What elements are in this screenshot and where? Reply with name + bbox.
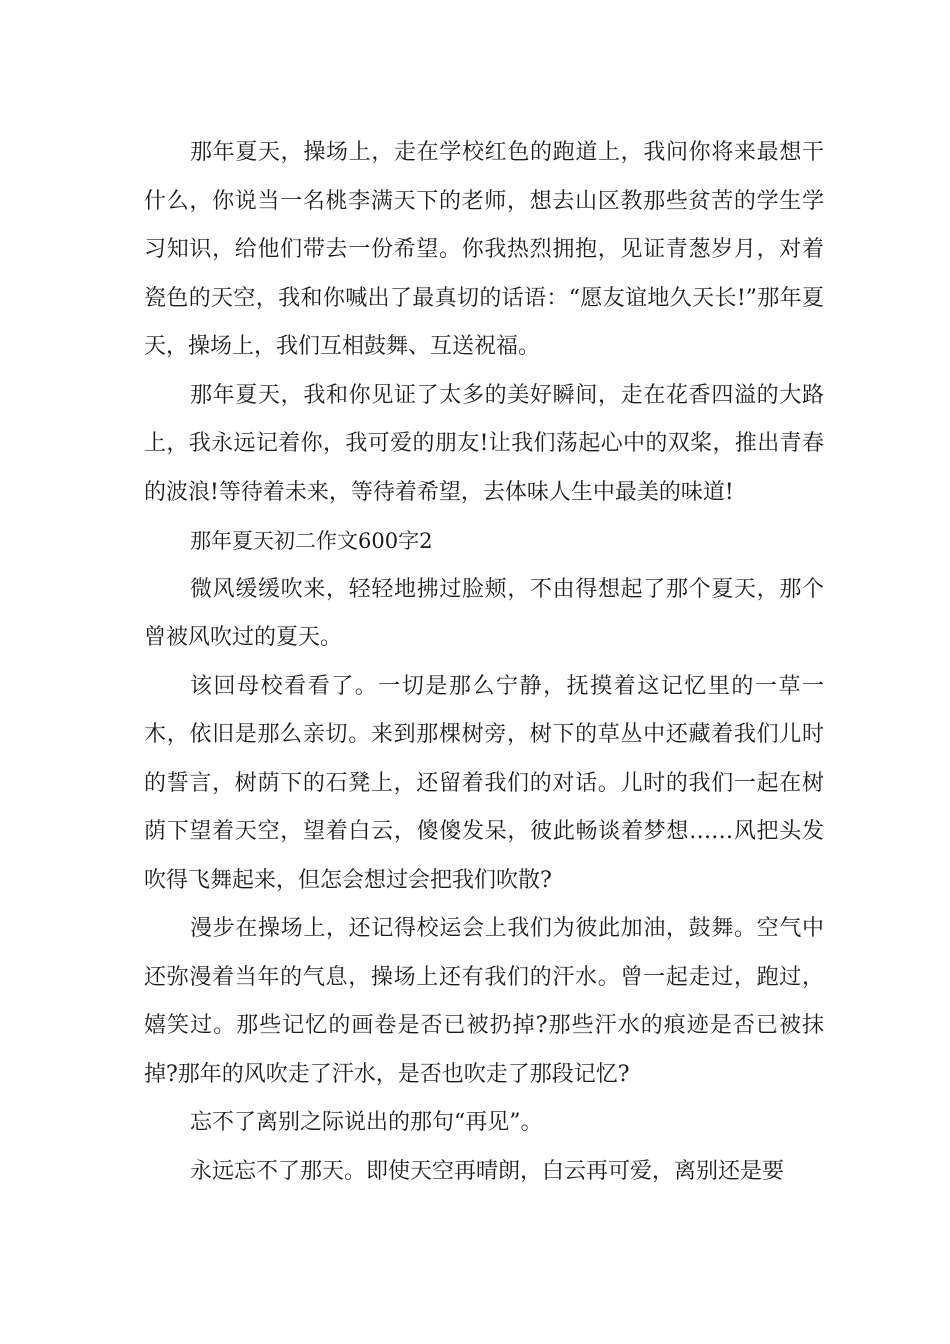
paragraph-6: 忘不了离别之际说出的那句“再见”。	[190, 1110, 543, 1135]
paragraph-3: 微风缓缓吹来，轻轻地拂过脸颊，不由得想起了那个夏天，那个曾被风吹过的夏天。	[144, 576, 824, 650]
paragraph-2: 那年夏天，我和你见证了太多的美好瞬间，走在花香四溢的大路上，我永远记着你，我可爱的朋友!让我们荡起心中的双桨，推出青春的波浪!等待着未来，等待着希望，去体味人生中最美的味道!	[144, 382, 824, 505]
section-heading: 那年夏天初二作文600字2	[190, 529, 433, 553]
paragraph-7: 永远忘不了那天。即使天空再晴朗，白云再可爱，离别还是要	[190, 1158, 785, 1184]
paragraph-5: 漫步在操场上，还记得校运会上我们为彼此加油，鼓舞。空气中还弥漫着当年的气息，操场上还有我们的汗水。曾一起走过，跑过，嬉笑过。那些记忆的画卷是否已被扔掉?那些汗水的痕迹是否已被抹掉?那年的风吹走了汗水，是否也吹走了那段记忆?	[144, 916, 824, 1087]
document-body	[144, 129, 824, 1196]
paragraph-1: 那年夏天，操场上，走在学校红色的跑道上，我问你将来最想干什么，你说当一名桃李满天下的老师，想去山区教那些贫苦的学生学习知识，给他们带去一份希望。你我热烈拥抱，见证青葱岁月，对着瓷色的天空，我和你喊出了最真切的话语：“愿友谊地久天长!”那年夏天，操场上，我们互相鼓舞、互送祝福。	[144, 140, 824, 359]
paragraph-4: 该回母校看看了。一切是那么宁静，抚摸着这记忆里的一草一木，依旧是那么亲切。来到那棵树旁，树下的草丛中还藏着我们儿时的誓言，树荫下的石凳上，还留着我们的对话。儿时的我们一起在树荫下望着天空，望着白云，傻傻发呆，彼此畅谈着梦想……风把头发吹得飞舞起来，但怎会想过会把我们吹散?	[144, 673, 824, 893]
